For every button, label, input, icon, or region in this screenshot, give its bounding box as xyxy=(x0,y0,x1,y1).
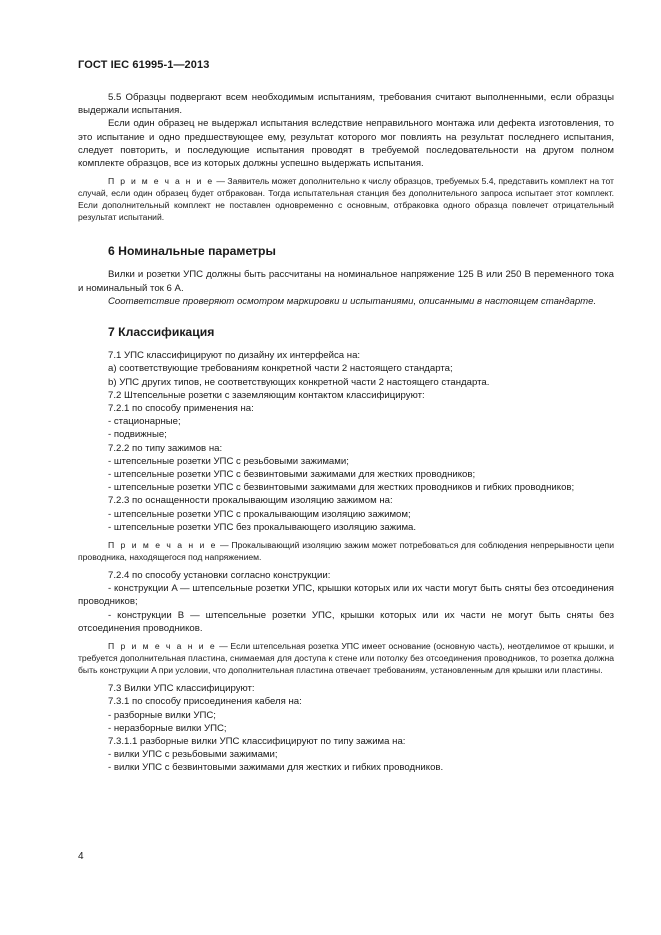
note-label: П р и м е ч а н и е xyxy=(108,176,214,187)
list-item-with-ipc: - штепсельные розетки УПС с прокалывающим изоляцию зажимом; xyxy=(108,508,411,520)
list-item-rewirable: - разборные вилки УПС; xyxy=(108,709,216,721)
page-content xyxy=(78,91,614,775)
section-7-heading: 7 Классификация xyxy=(108,325,215,340)
note-3-text: — Если штепсельная розетка УПС имеет основание (основную часть), неотделимое от крышки, и требуется дополнительная пластина, снимаемая для доступа к стене или потолку без отсоединения проводников, то розетка должна быть конструкции A при условии, что дополнительная пластина отвечает требованиям, установленным для крышки или пластины. xyxy=(78,641,614,676)
list-item-portable: - подвижные; xyxy=(108,429,167,441)
list-item-without-ipc: - штепсельные розетки УПС без прокалывающего изоляцию зажима. xyxy=(108,521,417,533)
list-item-plug-screw: - вилки УПС с резьбовыми зажимами; xyxy=(108,749,278,761)
paragraph-5-5: 5.5 Образцы подвергают всем необходимым испытаниям, требования считают выполненными, если образцы выдержали испытания. xyxy=(78,92,614,117)
note-1 xyxy=(78,175,614,223)
note-1-text: — Заявитель может дополнительно к числу образцов, требуемых 5.4, представить комплект на тот случай, если один образец будет отбракован. Тогда испытательная станция без дополнительного запроса испытает этот комплект. Если дополнительный комплект не поставлен одновременно с основным, отбраковка одного образца повлечет отрицательный результат испытаний. xyxy=(78,176,614,223)
paragraph-6-rating: Вилки и розетки УПС должны быть рассчитаны на номинальное напряжение 125 В или 250 В переменного тока и номинальный ток 6 А. xyxy=(78,269,614,294)
section-6-heading: 6 Номинальные параметры xyxy=(108,244,276,259)
paragraph-7-2-3: 7.2.3 по оснащенности прокалывающим изоляцию зажимом на: xyxy=(108,495,393,507)
list-item-screw-terminals: - штепсельные розетки УПС с резьбовыми зажимами; xyxy=(108,455,349,467)
paragraph-7-2-4: 7.2.4 по способу установки согласно конструкции: xyxy=(108,570,331,582)
list-item-design-b: - конструкции B — штепсельные розетки УПС, крышки которых или их части не могут быть сняты без отсоединения проводников. xyxy=(78,609,614,634)
paragraph-7-1-a: a) соответствующие требованиям конкретной части 2 настоящего стандарта; xyxy=(108,363,453,375)
list-item-design-a: - конструкции A — штепсельные розетки УПС, крышки которых или их части могут быть сняты без отсоединения проводников; xyxy=(78,583,614,608)
paragraph-7-1: 7.1 УПС классифицируют по дизайну их интерфейса на: xyxy=(108,350,361,362)
list-item-plug-screwless: - вилки УПС с безвинтовыми зажимами для жестких и гибких проводников. xyxy=(108,762,444,774)
paragraph-sample-failure: Если один образец не выдержал испытания вследствие неправильного монтажа или дефекта изготовления, то это испытание и одно предшествующее ему, результат которого мог повлиять на результат последнего испытания, следует повторить, и последующие испытания проводят в требуемой последовательности на другом полном комплекте образцов, все из которых должны успешно выдержать испытания. xyxy=(78,118,614,170)
note-label: П р и м е ч а н и е xyxy=(108,641,217,652)
paragraph-7-3: 7.3 Вилки УПС классифицируют: xyxy=(108,683,255,695)
paragraph-7-2-1: 7.2.1 по способу применения на: xyxy=(108,403,254,415)
document-header: ГОСТ IEC 61995-1—2013 xyxy=(78,59,210,71)
paragraph-7-3-1-1: 7.3.1.1 разборные вилки УПС классифицируют по типу зажима на: xyxy=(108,735,406,747)
note-2 xyxy=(78,539,614,563)
note-2-text: — Прокалывающий изоляцию зажим может потребоваться для соблюдения непрерывности цепи проводника, находящегося под напряжением. xyxy=(78,540,615,563)
note-3 xyxy=(78,640,614,676)
list-item-screwless-rigid: - штепсельные розетки УПС с безвинтовыми зажимами для жестких проводников; xyxy=(108,469,476,481)
paragraph-6-compliance: Соответствие проверяют осмотром маркировки и испытаниями, описанными в настоящем стандарте. xyxy=(108,295,597,307)
paragraph-7-2: 7.2 Штепсельные розетки с заземляющим контактом классифицируют: xyxy=(108,389,425,401)
page-number: 4 xyxy=(78,851,84,862)
paragraph-7-3-1: 7.3.1 по способу присоединения кабеля на: xyxy=(108,696,302,708)
note-label: П р и м е ч а н и е xyxy=(108,540,218,551)
paragraph-7-2-2: 7.2.2 по типу зажимов на: xyxy=(108,442,223,454)
list-item-screwless-rigid-flexible: - штепсельные розетки УПС с безвинтовыми зажимами для жестких проводников и гибких проводников; xyxy=(108,482,575,494)
list-item-stationary: - стационарные; xyxy=(108,416,181,428)
paragraph-7-1-b: b) УПС других типов, не соответствующих конкретной части 2 настоящего стандарта. xyxy=(108,376,490,388)
list-item-non-rewirable: - неразборные вилки УПС; xyxy=(108,722,227,734)
